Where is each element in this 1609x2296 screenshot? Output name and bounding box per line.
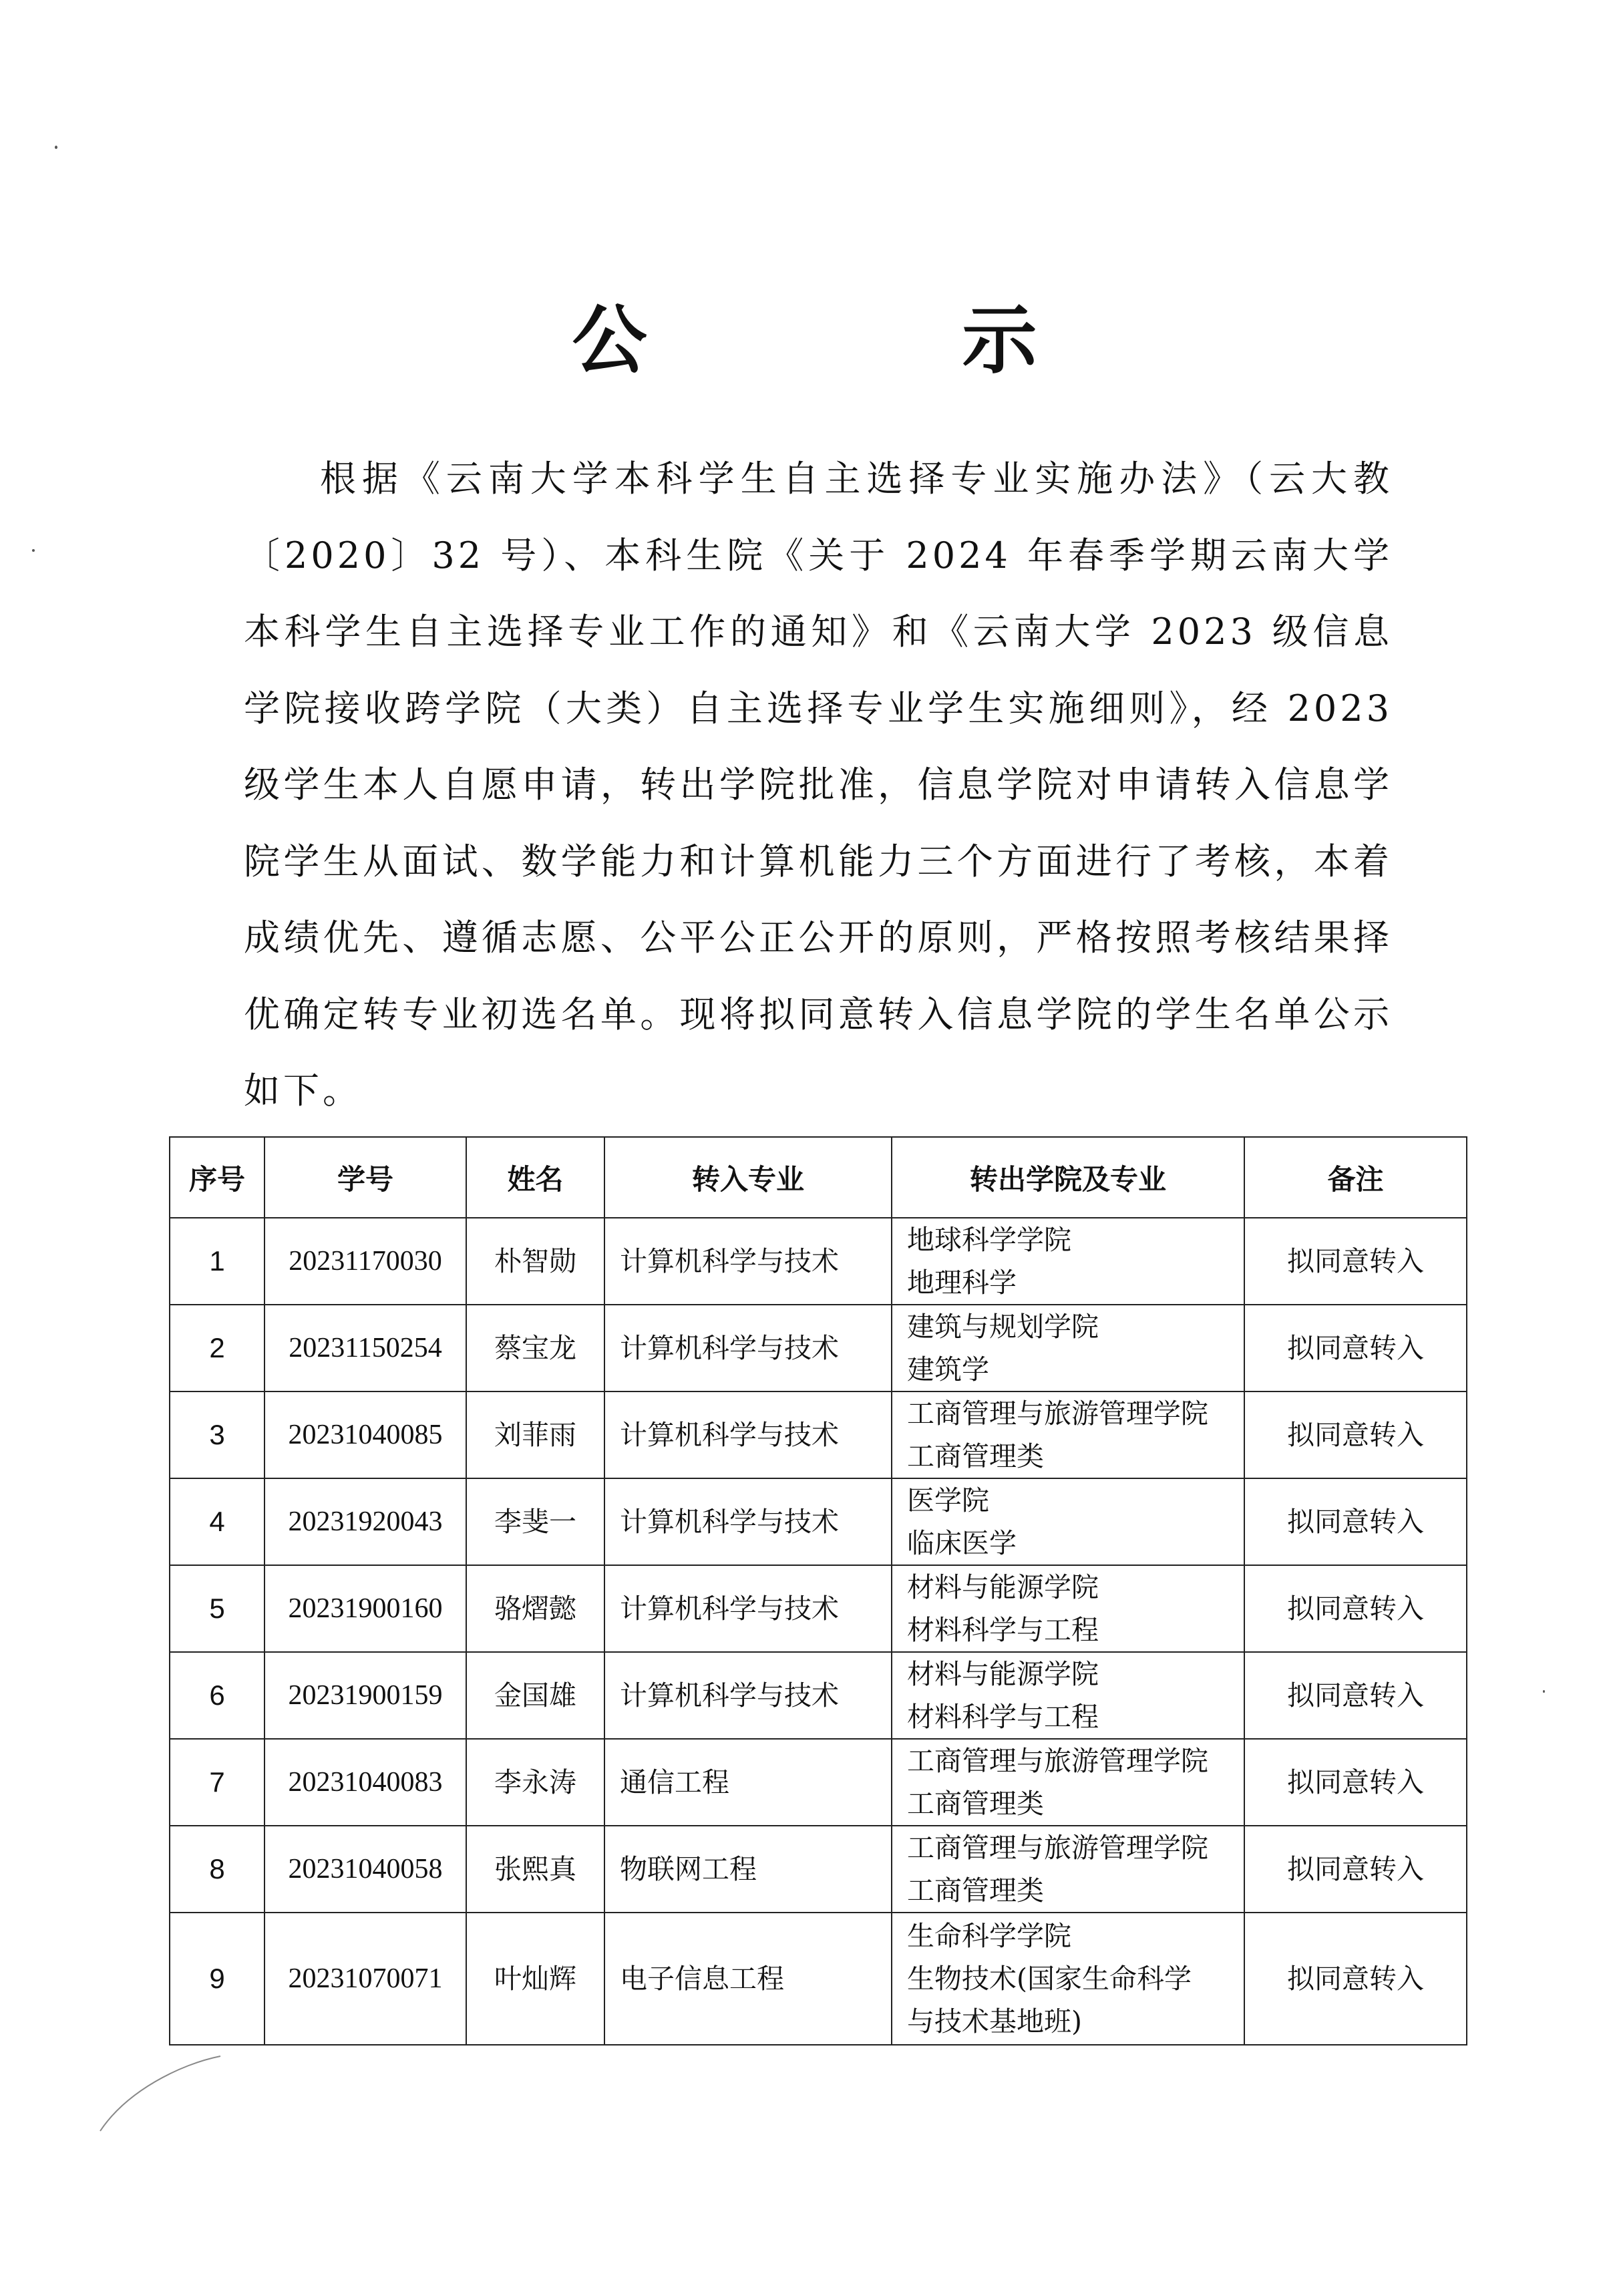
row-name: 张熙真 <box>466 1826 604 1913</box>
row-remark: 拟同意转入 <box>1244 1218 1467 1305</box>
row-student-id: 20231900159 <box>264 1652 466 1739</box>
scan-speck <box>55 146 57 149</box>
row-from-major: 材料科学与工程 <box>907 1614 1099 1646</box>
table-row <box>170 1826 1467 1913</box>
notice-paragraph: 根据《云南大学本科学生自主选择专业实施办法》（云大教〔2020〕32 号）、本科生院《关于 2024 年春季学期云南大学本科学生自主选择专业工作的通知》和《云南大学 2023 级信息学院接收跨学院（大类）自主选择专业学生实施细则》，经 2023 级学生本人自愿申请，转出学院批准，信息学院对申请转入信息学院学生从面试、数学能力和计算机能力三个方面进行了考核，本着成绩优先、遵循志愿、公平公正公开的原则，严格按照考核结果择优确定转专业初选名单。现将拟同意转入信息学院的学生名单公示如下。 <box>244 458 1393 1112</box>
row-from-major: 地理科学 <box>907 1267 1017 1299</box>
header-name: 姓名 <box>466 1137 604 1218</box>
row-remark: 拟同意转入 <box>1244 1652 1467 1739</box>
row-from-major: 工商管理类 <box>907 1874 1044 1907</box>
row-from <box>892 1478 1244 1565</box>
row-remark: 拟同意转入 <box>1244 1478 1467 1565</box>
row-index: 4 <box>170 1478 264 1565</box>
notice-title: 公 示 <box>572 297 1157 384</box>
header-student-id: 学号 <box>264 1137 466 1218</box>
row-student-id: 20231920043 <box>264 1478 466 1565</box>
row-name: 叶灿辉 <box>466 1913 604 2045</box>
row-from-college: 地球科学学院 <box>907 1224 1071 1256</box>
row-from-college: 工商管理与旅游管理学院 <box>907 1398 1208 1430</box>
row-from-college: 生命科学学院 <box>907 1920 1071 1952</box>
row-student-id: 20231040083 <box>264 1739 466 1826</box>
table-row <box>170 1305 1467 1391</box>
student-list-table-container <box>169 1136 1466 2045</box>
row-to-major: 计算机科学与技术 <box>604 1565 892 1652</box>
table-row <box>170 1565 1467 1652</box>
row-to-major: 电子信息工程 <box>604 1913 892 2045</box>
row-from-college: 材料与能源学院 <box>907 1571 1099 1603</box>
row-from-college: 工商管理与旅游管理学院 <box>907 1745 1208 1777</box>
table-row <box>170 1652 1467 1739</box>
row-from <box>892 1391 1244 1478</box>
row-from-major: 建筑学 <box>907 1353 989 1385</box>
row-name: 朴智勋 <box>466 1218 604 1305</box>
row-student-id: 20231040058 <box>264 1826 466 1913</box>
row-student-id: 20231170030 <box>264 1218 466 1305</box>
row-index: 7 <box>170 1739 264 1826</box>
row-from-college: 建筑与规划学院 <box>907 1311 1099 1343</box>
row-to-major: 计算机科学与技术 <box>604 1218 892 1305</box>
row-to-major: 计算机科学与技术 <box>604 1305 892 1391</box>
row-remark: 拟同意转入 <box>1244 1565 1467 1652</box>
row-remark: 拟同意转入 <box>1244 1913 1467 2045</box>
row-remark: 拟同意转入 <box>1244 1739 1467 1826</box>
row-index: 6 <box>170 1652 264 1739</box>
row-student-id: 20231040085 <box>264 1391 466 1478</box>
row-remark: 拟同意转入 <box>1244 1305 1467 1391</box>
row-from-major: 临床医学 <box>907 1527 1017 1559</box>
notice-body <box>244 441 1393 1130</box>
row-name: 蔡宝龙 <box>466 1305 604 1391</box>
student-list-table <box>169 1136 1467 2045</box>
row-index: 1 <box>170 1218 264 1305</box>
row-from <box>892 1826 1244 1913</box>
table-row <box>170 1391 1467 1478</box>
row-student-id: 20231150254 <box>264 1305 466 1391</box>
scan-speck <box>32 549 35 552</box>
row-from <box>892 1913 1244 2045</box>
row-from-major: 工商管理类 <box>907 1788 1044 1820</box>
row-from-college: 医学院 <box>907 1484 989 1516</box>
table-row <box>170 1913 1467 2045</box>
row-to-major: 通信工程 <box>604 1739 892 1826</box>
row-from-college: 材料与能源学院 <box>907 1658 1099 1690</box>
row-from <box>892 1652 1244 1739</box>
scan-speck <box>1543 1690 1545 1693</box>
row-from <box>892 1305 1244 1391</box>
row-from-major: 材料科学与工程 <box>907 1701 1099 1733</box>
row-to-major: 计算机科学与技术 <box>604 1652 892 1739</box>
row-to-major: 物联网工程 <box>604 1826 892 1913</box>
row-to-major: 计算机科学与技术 <box>604 1391 892 1478</box>
row-index: 3 <box>170 1391 264 1478</box>
row-from <box>892 1565 1244 1652</box>
table-row <box>170 1739 1467 1826</box>
row-name: 李永涛 <box>466 1739 604 1826</box>
row-student-id: 20231900160 <box>264 1565 466 1652</box>
row-remark: 拟同意转入 <box>1244 1826 1467 1913</box>
row-from-college: 工商管理与旅游管理学院 <box>907 1832 1208 1864</box>
row-index: 2 <box>170 1305 264 1391</box>
row-index: 9 <box>170 1913 264 2045</box>
table-row <box>170 1218 1467 1305</box>
row-index: 8 <box>170 1826 264 1913</box>
row-from-major: 工商管理类 <box>907 1440 1044 1472</box>
table-header-row <box>170 1137 1467 1218</box>
row-remark: 拟同意转入 <box>1244 1391 1467 1478</box>
row-name: 骆熠懿 <box>466 1565 604 1652</box>
row-name: 李斐一 <box>466 1478 604 1565</box>
table-row <box>170 1478 1467 1565</box>
row-from-major-continued: 与技术基地班) <box>907 2005 1082 2037</box>
header-index: 序号 <box>170 1137 264 1218</box>
header-to-major: 转入专业 <box>604 1137 892 1218</box>
header-remark: 备注 <box>1244 1137 1467 1218</box>
row-name: 金国雄 <box>466 1652 604 1739</box>
row-from <box>892 1739 1244 1826</box>
row-index: 5 <box>170 1565 264 1652</box>
header-from: 转出学院及专业 <box>892 1137 1244 1218</box>
row-to-major: 计算机科学与技术 <box>604 1478 892 1565</box>
row-from <box>892 1218 1244 1305</box>
row-name: 刘菲雨 <box>466 1391 604 1478</box>
row-student-id: 20231070071 <box>264 1913 466 2045</box>
row-from-major: 生物技术(国家生命科学 <box>907 1963 1192 1995</box>
